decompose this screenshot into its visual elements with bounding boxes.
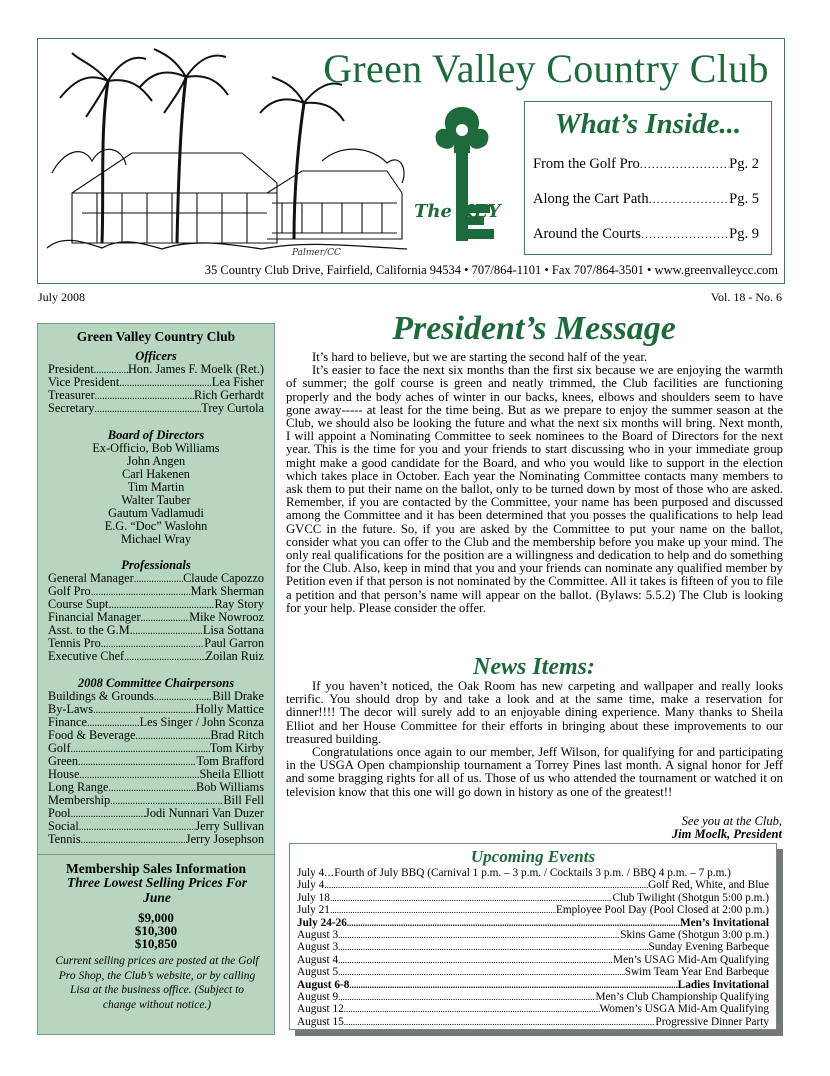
role: Tennis Pro: [48, 636, 101, 650]
event-name: Men’s USAG Mid-Am Qualifying: [613, 953, 769, 966]
upcoming-events-title: Upcoming Events: [470, 847, 596, 866]
event-date: August 12: [297, 1003, 344, 1016]
inside-item-label: From the Golf Pro: [533, 156, 640, 172]
person: Trey Curtola: [201, 401, 264, 415]
key-logo: [412, 105, 512, 255]
event-date: July 21: [297, 904, 330, 917]
sales-note: Current selling prices are posted at the Golf Pro Shop, the Club’s website, or by calling Lisa at the business office. (Subject to change without notice.): [55, 955, 259, 1011]
role: House: [48, 767, 80, 781]
event-row: [297, 941, 769, 953]
inside-item-page: Pg. 2: [729, 156, 759, 172]
person: Bob Williams: [196, 780, 264, 794]
event-name: Women’s USGA Mid-Am Qualifying: [599, 1003, 769, 1016]
event-name: Sunday Evening Barbeque: [648, 941, 769, 954]
sales-subtitle: Three Lowest Selling Prices For June: [67, 875, 247, 905]
role: President: [48, 362, 94, 376]
paragraph: It’s easier to face the next six months than the first six because we are enjoying the warmth of summer; the golf course is green and neatly trimmed, the Club facilities are functioning properly and the body aches of winter in our backs, knees, elbows and shoulders seem to have gone away----- at least for the time being. But as we prepare to enjoy the summer season at the Club, we should also be looking the future and what the next six months will bring. Next month, I will appoint a Nominating Committee to seek nominees to the Board of Directors for the next year. This is the time for you and your friends to start discussing who in your immediate group might make a good candidate for the Board, and who you would like to support in the election which takes place in October. Each year the Nominating Committee contacts many members to ask them to put their name on the ballot, only to be turned down by most of those who are asked. Remember, if you are contacted by the Committee, your name has been purposed and discussed among the Committee and it has been determined that you posses the qualifications to help lead GVCC in the future. So, if you are asked by the Committee to put your name on the ballot, consider what you can offer to the Club and the membership before you make up your mind. The only real qualifications for the position are a willingness and dedication to help and do something for the Club. Also, keep in mind that you and your friends can nominate any qualified member by Petition even if that person is not nominated by the Committee. All it takes is fifteen of you to file a petition and that person’s name will appear on the ballot. (Bylaws: 5.5.2) The Club is looking for your help. Please consider the offer.: [286, 363, 783, 615]
person: Lisa Sottana: [202, 623, 264, 637]
role: Food & Beverage: [48, 728, 136, 742]
event-row: [297, 904, 769, 916]
whats-inside-title: What’s Inside...: [554, 108, 742, 140]
person: Rich Gerhardt: [194, 388, 264, 402]
board-heading: Board of Directors: [107, 428, 205, 442]
role: Long Range: [48, 780, 109, 794]
event-date: July 4: [297, 879, 325, 892]
event-date: August 5: [297, 966, 339, 979]
sales-title: Membership Sales Information: [66, 861, 246, 876]
board-member: Tim Martin: [127, 480, 185, 494]
issue-date: July 2008: [38, 290, 86, 304]
officer-row: [48, 402, 264, 416]
event-row: [297, 991, 769, 1003]
event-name: Swim Team Year End Barbeque: [624, 966, 769, 979]
club-title: Green Valley Country Club: [323, 46, 769, 91]
sidebar: [37, 323, 275, 1035]
inside-item-cart-path[interactable]: [533, 191, 759, 208]
person: Tom Kirby: [209, 741, 264, 755]
masthead: [37, 38, 785, 284]
person: Bill Drake: [212, 689, 264, 703]
person: Zoilan Ruiz: [205, 649, 264, 663]
event-row: [297, 929, 769, 941]
event-date: July 24-26: [297, 916, 347, 929]
inside-item-label: Around the Courts: [533, 226, 641, 242]
news-items-title: News Items:: [473, 654, 595, 680]
event-row: [297, 879, 769, 891]
event-name: Employee Pool Day (Pool Closed at 2:00 p.m.): [555, 904, 769, 917]
inside-item-courts[interactable]: [533, 226, 759, 243]
sales-price: $10,300: [134, 923, 178, 938]
event-date: August 9: [297, 991, 339, 1003]
role: Financial Manager: [48, 610, 141, 624]
issue-volume: Vol. 18 - No. 6: [710, 290, 782, 304]
event-name: Club Twilight (Shotgun 5:00 p.m.): [612, 891, 769, 904]
person: Ray Story: [214, 597, 264, 611]
sales-price: $9,000: [138, 910, 174, 925]
board-member: Michael Wray: [121, 532, 191, 546]
person: Tom Brafford: [196, 754, 264, 768]
person: Jerry Sullivan: [195, 819, 264, 833]
event-date: July 4: [297, 867, 325, 879]
person: Lea Fisher: [211, 375, 264, 389]
event-name: Fourth of July BBQ (Carnival 1 p.m. – 3 p.m. / Cocktails 3 p.m. / BBQ 4 p.m. – 7 p.m.): [334, 867, 731, 879]
event-row: [297, 1016, 769, 1028]
role: Tennis: [48, 832, 81, 846]
board-member: Gautum Vadlamudi: [108, 506, 204, 520]
presidents-message-body: [286, 351, 783, 615]
person: Jodi Nunnari Van Duzer: [145, 806, 264, 820]
board-member: Walter Tauber: [121, 493, 191, 507]
committee-row: [48, 833, 264, 847]
event-row: [297, 979, 769, 991]
role: Green: [48, 754, 79, 768]
person: Paul Garron: [204, 636, 264, 650]
person: Holly Mattice: [195, 702, 264, 716]
event-name: Progressive Dinner Party: [655, 1015, 769, 1028]
paragraph: If you haven’t noticed, the Oak Room has new carpeting and wallpaper and really looks terrific. You should drop by and take a look and at the same time, make a reservation for dinner!!!! The decor will surely add to an enjoyable dining experience. Many thanks to Sheila Elliot and her House Committee for their efforts in bringing about these improvements to our treasured building.: [286, 679, 783, 746]
role: General Manager: [48, 571, 134, 585]
person: Mike Nowrooz: [189, 610, 264, 624]
upcoming-events-box: [289, 843, 777, 1030]
role: Buildings & Grounds: [48, 689, 154, 703]
event-date: August 6-8: [297, 978, 350, 991]
event-name: Golf Red, White, and Blue: [648, 879, 769, 892]
role: Vice President: [48, 375, 120, 389]
event-name: Men’s Club Championship Qualifying: [595, 991, 769, 1003]
committee-heading: 2008 Committee Chairpersons: [77, 676, 235, 690]
inside-item-page: Pg. 5: [729, 191, 759, 207]
event-name: Skins Game (Shotgun 3:00 p.m.): [620, 929, 769, 941]
event-date: August 3: [297, 929, 339, 941]
role: Treasurer: [48, 388, 95, 402]
event-row: [297, 1003, 769, 1015]
inside-item-label: Along the Cart Path: [533, 191, 649, 207]
sidebar-club-name: Green Valley Country Club: [76, 329, 236, 344]
inside-item-golf-pro[interactable]: [533, 156, 759, 173]
event-row: July 4 ... Fourth of July BBQ (Carnival 1 p.m. – 3 p.m. / Cocktails 3 p.m. / BBQ 4 p.m. – 7 p.m.): [297, 867, 731, 879]
person: Bill Fell: [223, 793, 264, 807]
board-member: John Angen: [126, 454, 186, 468]
news-items-body: [286, 680, 783, 799]
event-row: [297, 954, 769, 966]
role: Finance: [48, 715, 87, 729]
role: Pool: [48, 806, 71, 820]
event-name: Men’s Invitational: [679, 916, 769, 929]
signoff-line: See you at the Club,: [681, 814, 782, 828]
person: Les Singer / John Sconza: [139, 715, 264, 729]
event-date: August 4: [297, 953, 339, 966]
role: Membership: [48, 793, 111, 807]
person: Claude Capozzo: [183, 571, 264, 585]
person: Jerry Josephson: [185, 832, 264, 846]
role: Executive Chef: [48, 649, 125, 663]
whats-inside-box: [524, 101, 772, 255]
role: Secretary: [48, 401, 95, 415]
role: Course Supt.: [48, 597, 112, 611]
board-member: Carl Hakenen: [122, 467, 190, 481]
sales-price: $10,850: [134, 936, 178, 951]
role: Golf: [48, 741, 71, 755]
person: Hon. James F. Moelk (Ret.): [128, 362, 264, 376]
artist-signature: Palmer/CC: [292, 248, 341, 257]
key-logo-text: The KEY: [414, 201, 501, 222]
event-row: [297, 966, 769, 978]
signoff-name: Jim Moelk, President: [671, 827, 782, 841]
club-address: 35 Country Club Drive, Fairfield, California 94534 • 707/864-1101 • Fax 707/864-3501 • www.greenvalleycc.com: [204, 263, 778, 277]
officers-heading: Officers: [135, 349, 177, 363]
role: Social: [48, 819, 79, 833]
role: Golf Pro: [48, 584, 91, 598]
board-member: E.G. “Doc” Waslohn: [104, 519, 208, 533]
paragraph: It’s hard to believe, but we are starting the second half of the year.: [312, 350, 648, 364]
role: By-Laws: [48, 702, 94, 716]
event-date: July 18: [297, 891, 330, 904]
event-date: August 3: [297, 941, 339, 954]
sidebar-divider: [38, 854, 274, 855]
person: Brad Ritch: [210, 728, 264, 742]
role: Asst. to the G.M.: [48, 623, 133, 637]
paragraph: Congratulations once again to our member, Jeff Wilson, for qualifying for and participating in the USGA Open championship tournament a Torrey Pines last month. A signal honor for Jeff and some bragging rights for all of us. Those of us who attended the tournament or watched it on television know that this one will go down in history as one of the greatest!!: [286, 745, 783, 799]
event-row: [297, 892, 769, 904]
professional-row: [48, 650, 264, 664]
presidents-message-title: President’s Message: [392, 310, 676, 347]
event-date: August 15: [297, 1015, 344, 1028]
board-member: Ex-Officio, Bob Williams: [92, 441, 220, 455]
person: Sheila Elliott: [199, 767, 264, 781]
event-name: Ladies Invitational: [677, 978, 769, 991]
person: Mark Sherman: [190, 584, 264, 598]
event-row: [297, 917, 769, 929]
inside-item-page: Pg. 9: [729, 226, 759, 242]
professionals-heading: Professionals: [121, 558, 191, 572]
